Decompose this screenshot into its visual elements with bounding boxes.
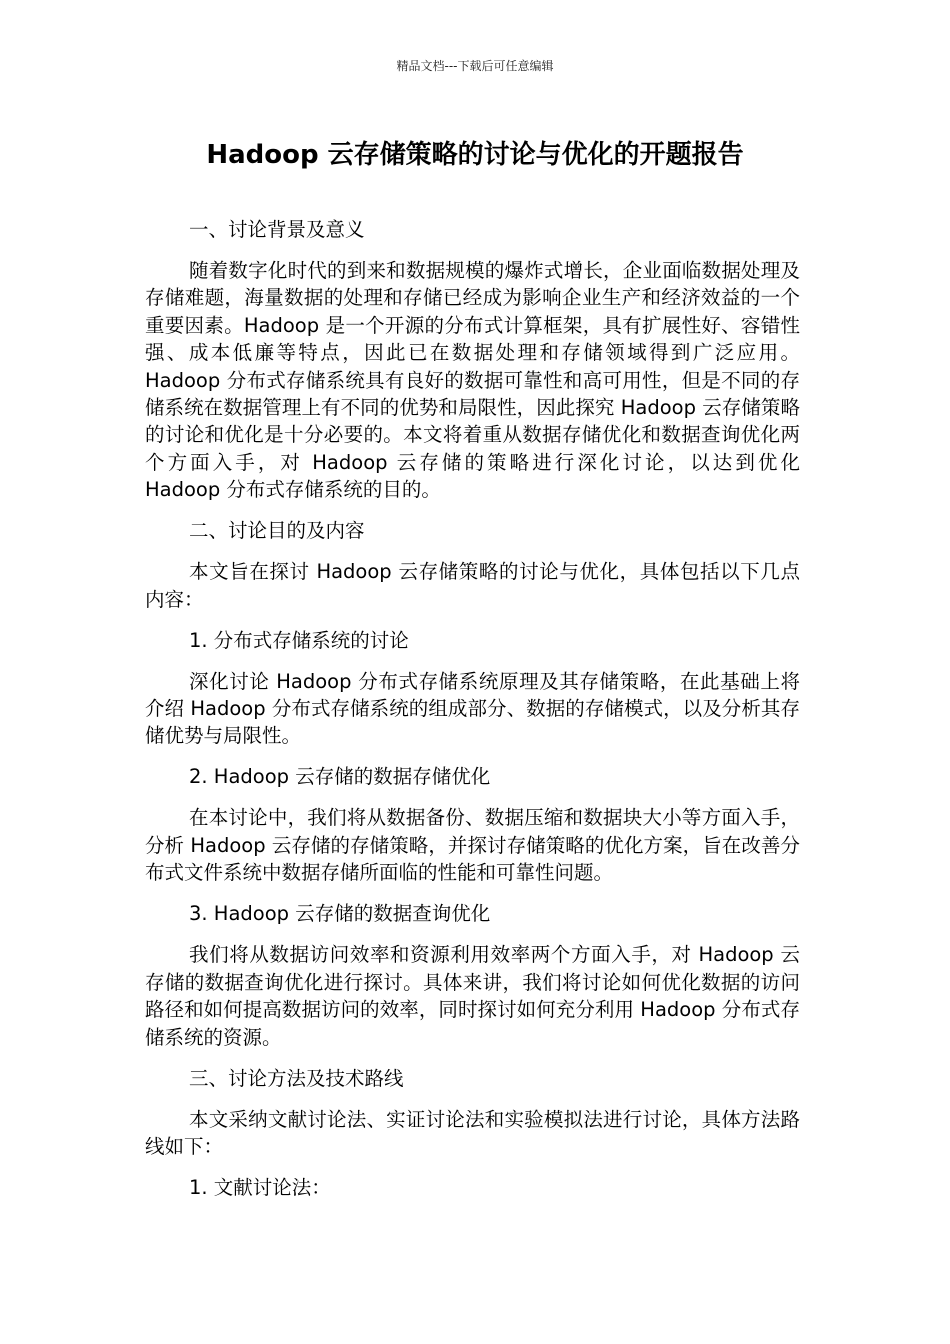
paragraph-distributed-storage: 深化讨论 Hadoop 分布式存储系统原理及其存储策略，在此基础上将介绍 Hadoop 分布式存储系统的组成部分、数据的存储模式，以及分析其存储优势与局限性。 [145,669,800,748]
section-heading-methods: 三、讨论方法及技术路线 [189,1066,404,1090]
page-header: 精品文档---下载后可任意编辑 [396,59,554,73]
paragraph-purpose-intro: 本文旨在探讨 Hadoop 云存储策略的讨论与优化，具体包括以下几点内容： [145,560,800,611]
paragraph-storage-optimization: 在本讨论中，我们将从数据备份、数据压缩和数据块大小等方面入手，分析 Hadoop 云存储的存储策略，并探讨存储策略的优化方案，旨在改善分布式文件系统中数据存储所面临的性能和可靠性问题。 [145,806,800,885]
paragraph-methods: 本文采纳文献讨论法、实证讨论法和实验模拟法进行讨论，具体方法路线如下： [145,1107,800,1158]
paragraph-query-optimization: 我们将从数据访问效率和资源利用效率两个方面入手，对 Hadoop 云存储的数据查询优化进行探讨。具体来讲，我们将讨论如何优化数据的访问路径和如何提高数据访问的效率，同时探讨如何充分利用 Hadoop 分布式存储系统的资源。 [145,943,800,1049]
subheading-storage-optimization: 2. Hadoop 云存储的数据存储优化 [189,765,491,789]
subheading-distributed-storage: 1. 分布式存储系统的讨论 [189,628,409,652]
subheading-query-optimization: 3. Hadoop 云存储的数据查询优化 [189,902,491,926]
document-body [145,216,800,1215]
subheading-literature-method: 1. 文献讨论法： [189,1175,331,1199]
document-title: Hadoop 云存储策略的讨论与优化的开题报告 [206,140,744,170]
paragraph-background: 随着数字化时代的到来和数据规模的爆炸式增长，企业面临数据处理及存储难题，海量数据的处理和存储已经成为影响企业生产和经济效益的一个重要因素。Hadoop 是一个开源的分布式计算框架，具有扩展性好、容错性强、成本低廉等特点，因此已在数据处理和存储领域得到广泛应用。Hadoop 分布式存储系统具有良好的数据可靠性和高可用性，但是不同的存储系统在数据管理上有不同的优势和局限性，因此探究 Hadoop 云存储策略的讨论和优化是十分必要的。本文将着重从数据存储优化和数据查询优化两个方面入手，对 Hadoop 云存储的策略进行深化讨论，以达到优化 Hadoop 分布式存储系统的目的。 [145,259,800,502]
section-heading-background: 一、讨论背景及意义 [189,218,365,241]
section-heading-purpose: 二、讨论目的及内容 [189,519,365,543]
